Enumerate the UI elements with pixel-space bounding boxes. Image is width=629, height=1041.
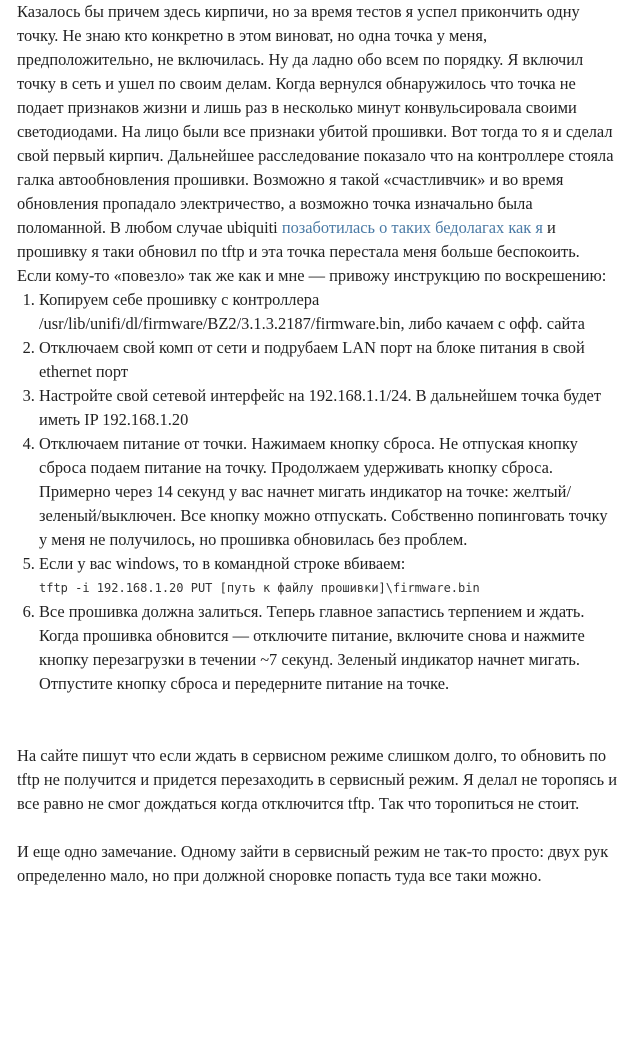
step-3: 3. Настройте свой сетевой интерфейс на 192.168.1.1/24. В дальнейшем точка будет иметь IP 192.168.1.20 <box>39 384 617 432</box>
step-2: 2. Отключаем свой комп от сети и подрубаем LAN порт на блоке питания в свой ethernet порт <box>39 336 617 384</box>
tftp-timeout-paragraph: На сайте пишут что если ждать в сервисном режиме слишком долго, то обновить по tftp не получится и придется перезаходить в сервисный режим. Я делал не торопясь и все равно не смог дождаться когда отключится tftp. Так что торопиться не стоит. <box>17 746 618 813</box>
step-6: 6. Все прошивка должна залиться. Теперь главное запастись терпением и ждать. Когда прошивка обновится — отключите питание, включите снова и нажмите кнопку перезагрузки в течении ~7 секунд. Зеленый индикатор начнет мигать. Отпустите кнопку сброса и передерните питание на точке. <box>39 600 617 696</box>
paragraph-gap <box>17 720 617 744</box>
paragraph-gap <box>17 816 617 840</box>
step-5-text: Если у вас windows, то в командной строке вбиваем: <box>39 554 406 573</box>
service-mode-note-paragraph: И еще одно замечание. Одному зайти в сервисный режим не так-то просто: двух рук определенно мало, но при должной сноровке попасть туда все таки можно. <box>17 842 609 885</box>
intro-text-after-link: и прошивку я таки обновил по tftp и эта точка перестала меня больше беспокоить. Если кому-то «повезло» так же как и мне — привожу инструкцию по воскрешению: <box>17 218 607 285</box>
recovery-steps-list <box>17 288 617 696</box>
tftp-command-code: tftp -i 192.168.1.20 PUT [путь к файлу прошивки]\firmware.bin <box>39 581 480 595</box>
intro-paragraph <box>17 0 617 288</box>
step-5 <box>39 552 617 600</box>
intro-text-before-link: Казалось бы причем здесь кирпичи, но за время тестов я успел прикончить одну точку. Не знаю кто конкретно в этом виноват, но одна точка у меня, предположительно, не включилась. Ну да ладно обо всем по порядку. Я включил точку в сеть и ушел по своим делам. Когда вернулся обнаружилось что точка не подает признаков жизни и лишь раз в несколько минут конвульсировала своими светодиодами. На лицо были все признаки убитой прошивки. Вот тогда то я и сделал свой первый кирпич. Дальнейшее расследование показало что на контроллере стояла галка автообновления прошивки. Возможно я такой «счастливчик» и во время обновления пропадало электричество, а возможно точка изначально была поломанной. В любом случае ubiquiti <box>17 2 614 237</box>
article-body <box>17 0 617 888</box>
ubiquiti-support-link[interactable]: позаботилась о таких бедолагах как я <box>281 218 543 237</box>
step-4: 4. Отключаем питание от точки. Нажимаем кнопку сброса. Не отпуская кнопку сброса подаем питание на точку. Продолжаем удерживать кнопку сброса. Примерно через 14 секунд у вас начнет мигать индикатор на точке: желтый/зеленый/выключен. Все кнопку можно отпускать. Собственно попинговать точку у меня не получилось, но прошивка обновилась без проблем. <box>39 432 617 552</box>
paragraph-gap <box>17 696 617 720</box>
step-1: 1. Копируем себе прошивку с контроллера /usr/lib/unifi/dl/firmware/BZ2/3.1.3.2187/firmware.bin, либо качаем с офф. сайта <box>39 288 617 336</box>
